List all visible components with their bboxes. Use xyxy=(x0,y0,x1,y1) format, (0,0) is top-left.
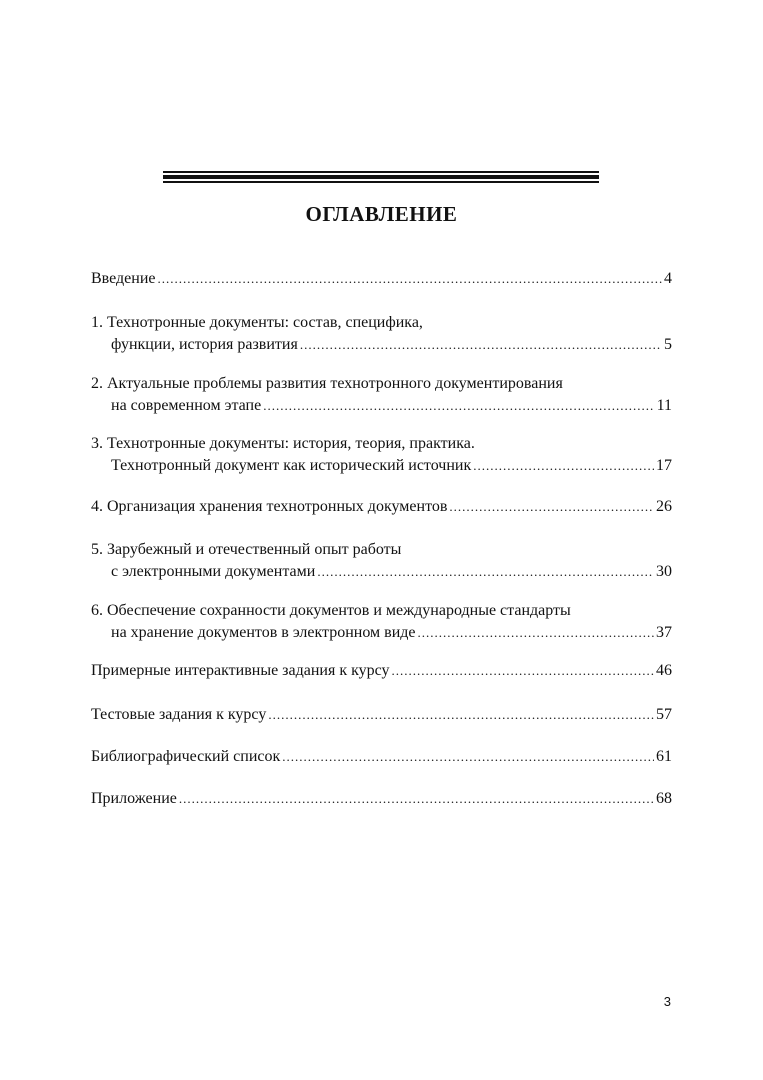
toc-entry-test-tasks[interactable] xyxy=(91,704,672,726)
toc-entry-title: 3. Технотронные документы: история, теория, практика. xyxy=(91,435,475,452)
toc-leader-dots xyxy=(418,622,654,644)
toc-leader-dots xyxy=(268,704,654,726)
toc-leader-dots xyxy=(282,746,654,768)
toc-entry-title-continued: Технотронный документ как исторический источник xyxy=(111,457,472,474)
toc-entry-title: 4. Организация хранения технотронных документов xyxy=(91,498,448,515)
toc-leader-dots xyxy=(179,788,654,810)
toc-entry-bibliography[interactable] xyxy=(91,746,672,768)
toc-page-number: 57 xyxy=(656,706,672,723)
toc-entry-appendix[interactable] xyxy=(91,788,672,810)
toc-entry-title: Тестовые задания к курсу xyxy=(91,706,267,723)
toc-page-number: 46 xyxy=(656,662,672,679)
toc-entry-chapter-3[interactable] xyxy=(91,433,672,477)
toc-leader-dots xyxy=(158,268,663,290)
toc-entry-title: Библиографический список xyxy=(91,748,281,765)
toc-entry-chapter-2[interactable] xyxy=(91,373,672,417)
header-rule xyxy=(163,171,599,185)
toc-page-number: 4 xyxy=(664,270,672,287)
page-footer-number: 3 xyxy=(663,994,671,1009)
header-rule-line-middle xyxy=(163,175,599,179)
toc-entry-introduction[interactable] xyxy=(91,268,672,290)
toc-leader-dots xyxy=(263,395,654,417)
toc-leader-dots xyxy=(449,496,654,518)
toc-entry-chapter-4[interactable] xyxy=(91,496,672,518)
toc-entry-title: 6. Обеспечение сохранности документов и международные стандарты xyxy=(91,602,571,619)
toc-entry-title: Введение xyxy=(91,270,156,287)
toc-leader-dots xyxy=(300,334,662,356)
toc-entry-title: Примерные интерактивные задания к курсу xyxy=(91,662,390,679)
toc-entry-title-continued: на хранение документов в электронном виде xyxy=(111,624,416,641)
toc-entry-title-continued: функции, история развития xyxy=(111,336,298,353)
header-rule-line-bottom xyxy=(163,181,599,183)
toc-entry-title-continued: на современном этапе xyxy=(111,397,262,414)
toc-leader-dots xyxy=(473,455,654,477)
toc-entry-title: 2. Актуальные проблемы развития технотронного документирования xyxy=(91,375,563,392)
toc-entry-chapter-5[interactable] xyxy=(91,539,672,583)
toc-page-number: 61 xyxy=(656,748,672,765)
toc-page-number: 17 xyxy=(656,457,672,474)
toc-entry-title: 1. Технотронные документы: состав, специфика, xyxy=(91,314,423,331)
toc-page-number: 37 xyxy=(656,624,672,641)
header-rule-line-top xyxy=(163,171,599,173)
toc-page-number: 26 xyxy=(656,498,672,515)
toc-page-number: 68 xyxy=(656,790,672,807)
page-title: ОГЛАВЛЕНИЕ xyxy=(305,202,458,226)
toc-leader-dots xyxy=(392,660,654,682)
toc-entry-title: Приложение xyxy=(91,790,177,807)
toc-entry-chapter-1[interactable] xyxy=(91,312,672,356)
toc-entry-title: 5. Зарубежный и отечественный опыт работы xyxy=(91,541,402,558)
toc-page-number: 11 xyxy=(656,397,672,414)
toc-entry-title-continued: с электронными документами xyxy=(111,563,316,580)
toc-page-number: 30 xyxy=(656,563,672,580)
toc-entry-interactive-tasks[interactable] xyxy=(91,660,672,682)
toc-leader-dots xyxy=(317,561,654,583)
toc-entry-chapter-6[interactable] xyxy=(91,600,672,644)
toc-page-number: 5 xyxy=(664,336,672,353)
